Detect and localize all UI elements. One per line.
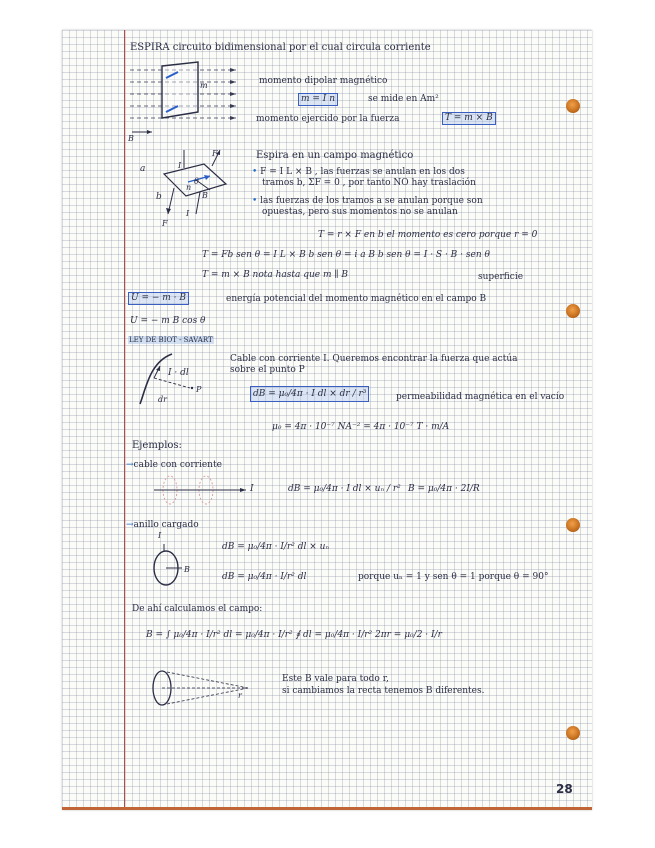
energy-cos: U = − m B cos θ [130, 316, 206, 326]
current-label: I [186, 209, 190, 218]
ring-diagram [148, 538, 198, 588]
m-vector-label: m [200, 81, 208, 90]
intro-line-2: sobre el punto P [230, 365, 305, 375]
ex1-formula: dB = μ₀/4π · I dl × uₙ / r² [288, 484, 401, 494]
torque-vector: T = m × B nota hasta que m ∥ B [202, 270, 348, 280]
intro-line-1: Cable con corriente I. Queremos encontrar la fuerza que actúa [230, 354, 518, 364]
page-edge [62, 807, 592, 810]
espira-campo-heading: Espira en un campo magnético [256, 150, 414, 161]
side-b-label: b [156, 192, 162, 202]
ex2-label: anillo cargado [133, 520, 199, 530]
ring-current-label: I [158, 531, 162, 540]
torque-formula: T = m × B [442, 112, 496, 125]
cone-diagram [148, 664, 258, 714]
margin-line [124, 30, 125, 810]
point-p-label: P [196, 385, 202, 394]
b-label: B [202, 191, 208, 200]
page-number: 28 [556, 782, 573, 796]
energy-text: energía potencial del momento magnético en el campo B [226, 294, 487, 304]
dr-label: dr [158, 395, 167, 404]
moment-unit: se mide en Am² [368, 94, 439, 104]
n-label: n [186, 183, 192, 192]
cable-diagram [150, 474, 260, 514]
calc-formula: B = ∫ μ₀/4π · I/r² dl = μ₀/4π · I/r² ∮ dl = μ₀/4π · I/r² 2πr = μ₀/2 · I/r [146, 630, 442, 640]
side-a-label: a [140, 164, 146, 174]
binder-hole [566, 99, 580, 113]
calc-intro: De ahí calculamos el campo: [132, 604, 263, 614]
binder-hole [566, 726, 580, 740]
bullet-2-line-1: las fuerzas de los tramos a se anulan porque son [260, 196, 483, 206]
ex1-arrow-label: I [250, 484, 254, 494]
permeability-value: μ₀ = 4π · 10⁻⁷ NA⁻² = 4π · 10⁻⁷ T · m/A [272, 422, 450, 432]
biot-savart-heading: LEY DE BIOT - SAVART [129, 336, 213, 344]
moment-title: momento dipolar magnético [259, 76, 388, 86]
biot-savart-law: dB = μ₀/4π · I dl × dr / r³ [250, 386, 369, 402]
bullet-1-line-2: tramos b, ΣF = 0 , por tanto NO hay traslación [262, 178, 476, 188]
ring-b-label: B [184, 565, 190, 574]
note-line-2: si cambiamos la recta tenemos B diferentes. [282, 686, 485, 696]
note-line-1: Este B vale para todo r, [282, 674, 389, 684]
moment-formula: m = I n [298, 93, 338, 106]
torque-text: momento ejercido por la fuerza [256, 114, 400, 124]
espira-heading: ESPIRA circuito bidimensional por el cual circula corriente [130, 42, 431, 53]
bullet-2-line-2: opuestas, pero sus momentos no se anulan [262, 207, 458, 217]
espira-diagram [126, 60, 241, 140]
b-field-label: B [128, 134, 134, 143]
force-label: F [212, 149, 218, 158]
permeability-text: permeabilidad magnética en el vacío [396, 392, 565, 402]
surface-note: superficie [478, 272, 524, 282]
ejemplos-heading: Ejemplos: [132, 440, 182, 451]
force-label: F [162, 219, 168, 228]
arrow-bullet: → [126, 520, 134, 530]
bullet-dot: • [252, 196, 261, 206]
torque-expansion: T = Fb sen θ = I L × B b sen θ = i a B b sen θ = I · S · B · sen θ [202, 250, 490, 260]
energy-formula: U = − m · B [128, 292, 189, 305]
bullet-1-line-1: F = I L × B , las fuerzas se anulan en los dos [260, 167, 465, 177]
notebook-page [62, 30, 592, 810]
idl-label: I · dl [168, 368, 189, 378]
current-label: I [178, 161, 182, 170]
theta-label: θ [194, 177, 199, 186]
arrow-bullet: → [126, 460, 134, 470]
torque-relation: T = r × F en b el momento es cero porque r = 0 [318, 230, 538, 240]
ex2-reason: porque uₙ = 1 y sen θ = 1 porque θ = 90° [358, 572, 549, 582]
ex2-formula-1: dB = μ₀/4π · I/r² dl × uₙ [222, 542, 330, 552]
ex2-formula-2: dB = μ₀/4π · I/r² dl [222, 572, 307, 582]
binder-hole [566, 304, 580, 318]
bullet-dot: • [252, 167, 261, 177]
cone-r-label: r [238, 691, 242, 700]
ex1-label: cable con corriente [133, 460, 222, 470]
ex1-result: B = μ₀/4π · 2I/R [408, 484, 480, 494]
binder-hole [566, 518, 580, 532]
